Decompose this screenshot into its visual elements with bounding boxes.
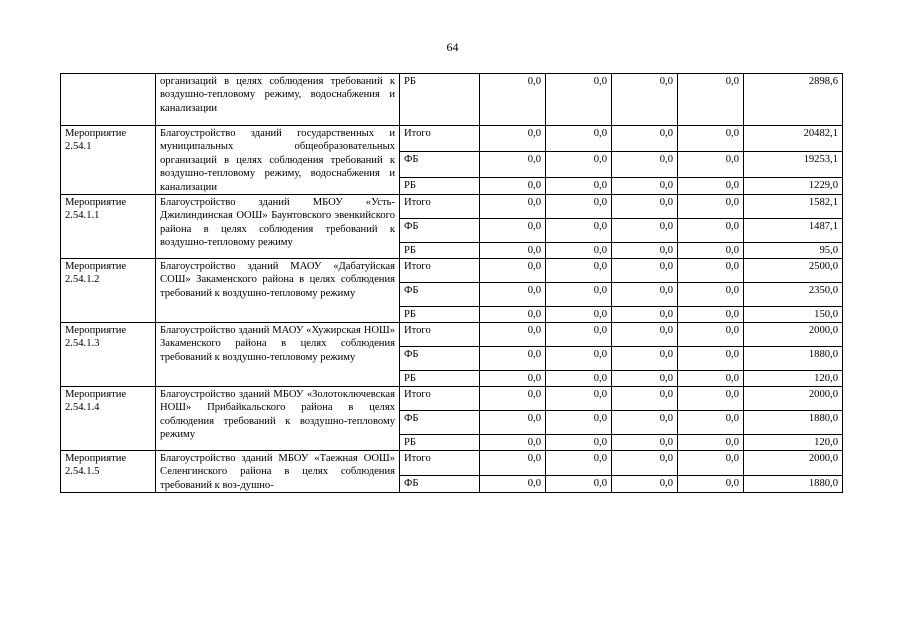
total-value-cell: 20482,1 — [744, 126, 843, 152]
event-description: Благоустройство зданий МБОУ «Таежная ООШ» Селенгинского района в целях соблюдения требований к воз-душно- — [156, 451, 400, 493]
value-cell: 0,0 — [678, 283, 744, 307]
value-cell: 0,0 — [480, 323, 546, 347]
value-cell: 0,0 — [480, 195, 546, 219]
value-cell: 0,0 — [612, 177, 678, 194]
value-cell: 0,0 — [678, 307, 744, 323]
value-cell: 0,0 — [480, 243, 546, 259]
value-cell: 0,0 — [612, 476, 678, 493]
value-cell: 0,0 — [480, 411, 546, 435]
value-cell: 0,0 — [678, 195, 744, 219]
event-description: Благоустройство зданий МБОУ «Усть-Джилиндинская ООШ» Баунтовского эвенкийского района в целях соблюдения требований к воздушно-тепловому режиму — [156, 195, 400, 259]
value-cell: 0,0 — [678, 371, 744, 387]
value-cell: 0,0 — [612, 435, 678, 451]
value-cell: 0,0 — [546, 126, 612, 152]
value-cell: 0,0 — [546, 451, 612, 476]
value-cell: 0,0 — [480, 371, 546, 387]
value-cell: 0,0 — [678, 323, 744, 347]
value-cell: 0,0 — [546, 371, 612, 387]
value-cell: 0,0 — [480, 476, 546, 493]
value-cell: 0,0 — [612, 387, 678, 411]
value-cell: 0,0 — [480, 307, 546, 323]
value-cell: 0,0 — [480, 259, 546, 283]
value-cell: 0,0 — [612, 323, 678, 347]
value-cell: 0,0 — [480, 283, 546, 307]
event-code: Мероприятие 2.54.1.4 — [61, 387, 156, 451]
value-cell: 0,0 — [678, 177, 744, 194]
funding-source: РБ — [400, 243, 480, 259]
value-cell: 0,0 — [612, 126, 678, 152]
value-cell: 0,0 — [678, 126, 744, 152]
table-row — [61, 195, 843, 219]
value-cell: 0,0 — [546, 195, 612, 219]
total-value-cell: 1880,0 — [744, 411, 843, 435]
total-value-cell: 1487,1 — [744, 219, 843, 243]
value-cell: 0,0 — [678, 151, 744, 177]
value-cell: 0,0 — [678, 243, 744, 259]
total-value-cell: 1880,0 — [744, 347, 843, 371]
value-cell: 0,0 — [546, 177, 612, 194]
event-description: Благоустройство зданий МБОУ «Золотоключевская НОШ» Прибайкальского района в целях соблюдения требований к воздушно-тепловому режиму — [156, 387, 400, 451]
value-cell: 0,0 — [612, 283, 678, 307]
continuation-row — [61, 74, 843, 126]
funding-source: РБ — [400, 177, 480, 194]
funding-source: Итого — [400, 195, 480, 219]
total-value-cell: 2350,0 — [744, 283, 843, 307]
value-cell: 0,0 — [480, 219, 546, 243]
table-row — [61, 259, 843, 283]
event-code: Мероприятие 2.54.1.1 — [61, 195, 156, 259]
value-cell: 0,0 — [546, 347, 612, 371]
value-cell: 0,0 — [612, 219, 678, 243]
funding-source: ФБ — [400, 411, 480, 435]
funding-source: Итого — [400, 323, 480, 347]
value-cell: 0,0 — [480, 74, 546, 126]
value-cell: 0,0 — [612, 371, 678, 387]
total-value-cell: 19253,1 — [744, 151, 843, 177]
value-cell: 0,0 — [546, 74, 612, 126]
value-cell: 0,0 — [612, 243, 678, 259]
funding-source: Итого — [400, 451, 480, 476]
value-cell: 0,0 — [612, 347, 678, 371]
total-value-cell: 2898,6 — [744, 74, 843, 126]
funding-source: ФБ — [400, 347, 480, 371]
funding-source: Итого — [400, 126, 480, 152]
value-cell: 0,0 — [480, 451, 546, 476]
value-cell: 0,0 — [480, 387, 546, 411]
event-description: Благоустройство зданий МАОУ «Хужирская НОШ» Закаменского района в целях соблюдения требований к воздушно-тепловому режиму — [156, 323, 400, 387]
funding-source: ФБ — [400, 476, 480, 493]
value-cell: 0,0 — [546, 283, 612, 307]
funding-source: РБ — [400, 435, 480, 451]
value-cell: 0,0 — [480, 347, 546, 371]
value-cell: 0,0 — [678, 411, 744, 435]
value-cell: 0,0 — [546, 476, 612, 493]
value-cell: 0,0 — [480, 126, 546, 152]
total-value-cell: 2000,0 — [744, 323, 843, 347]
table-body — [61, 74, 843, 493]
event-description: Благоустройство зданий государственных и муниципальных общеобразовательных организаций в целях соблюдения требований к воздушно-тепловому режиму, водоснабжения и канализации — [156, 126, 400, 195]
funding-source: ФБ — [400, 151, 480, 177]
budget-table — [60, 73, 843, 493]
event-code: Мероприятие 2.54.1.3 — [61, 323, 156, 387]
value-cell: 0,0 — [678, 219, 744, 243]
value-cell: 0,0 — [546, 323, 612, 347]
funding-source: РБ — [400, 307, 480, 323]
event-description: Благоустройство зданий МАОУ «Дабатуйская СОШ» Закаменского района в целях соблюдения требований к воздушно-тепловому режиму — [156, 259, 400, 323]
value-cell: 0,0 — [678, 259, 744, 283]
event-code-cell — [61, 74, 156, 126]
total-value-cell: 1582,1 — [744, 195, 843, 219]
funding-source: РБ — [400, 74, 480, 126]
value-cell: 0,0 — [546, 219, 612, 243]
value-cell: 0,0 — [480, 151, 546, 177]
value-cell: 0,0 — [546, 411, 612, 435]
value-cell: 0,0 — [612, 151, 678, 177]
value-cell: 0,0 — [546, 435, 612, 451]
event-description: организаций в целях соблюдения требований к воздушно-тепловому режиму, водоснабжения и канализации — [156, 74, 400, 126]
total-value-cell: 120,0 — [744, 371, 843, 387]
funding-source: Итого — [400, 259, 480, 283]
value-cell: 0,0 — [612, 74, 678, 126]
value-cell: 0,0 — [678, 387, 744, 411]
value-cell: 0,0 — [612, 307, 678, 323]
value-cell: 0,0 — [612, 195, 678, 219]
value-cell: 0,0 — [678, 451, 744, 476]
value-cell: 0,0 — [546, 151, 612, 177]
funding-source: РБ — [400, 371, 480, 387]
table-row — [61, 323, 843, 347]
value-cell: 0,0 — [612, 259, 678, 283]
event-code: Мероприятие 2.54.1 — [61, 126, 156, 195]
total-value-cell: 120,0 — [744, 435, 843, 451]
total-value-cell: 150,0 — [744, 307, 843, 323]
page-number: 64 — [446, 40, 459, 54]
table-row — [61, 126, 843, 152]
value-cell: 0,0 — [546, 307, 612, 323]
total-value-cell: 2500,0 — [744, 259, 843, 283]
value-cell: 0,0 — [612, 411, 678, 435]
value-cell: 0,0 — [546, 387, 612, 411]
value-cell: 0,0 — [546, 259, 612, 283]
event-code: Мероприятие 2.54.1.2 — [61, 259, 156, 323]
value-cell: 0,0 — [678, 476, 744, 493]
total-value-cell: 1880,0 — [744, 476, 843, 493]
funding-source: ФБ — [400, 283, 480, 307]
value-cell: 0,0 — [546, 243, 612, 259]
value-cell: 0,0 — [612, 451, 678, 476]
value-cell: 0,0 — [678, 435, 744, 451]
value-cell: 0,0 — [480, 177, 546, 194]
table-row — [61, 451, 843, 476]
total-value-cell: 2000,0 — [744, 387, 843, 411]
total-value-cell: 2000,0 — [744, 451, 843, 476]
funding-source: Итого — [400, 387, 480, 411]
value-cell: 0,0 — [480, 435, 546, 451]
funding-source: ФБ — [400, 219, 480, 243]
table-row — [61, 387, 843, 411]
event-code: Мероприятие 2.54.1.5 — [61, 451, 156, 493]
total-value-cell: 95,0 — [744, 243, 843, 259]
value-cell: 0,0 — [678, 347, 744, 371]
total-value-cell: 1229,0 — [744, 177, 843, 194]
value-cell: 0,0 — [678, 74, 744, 126]
